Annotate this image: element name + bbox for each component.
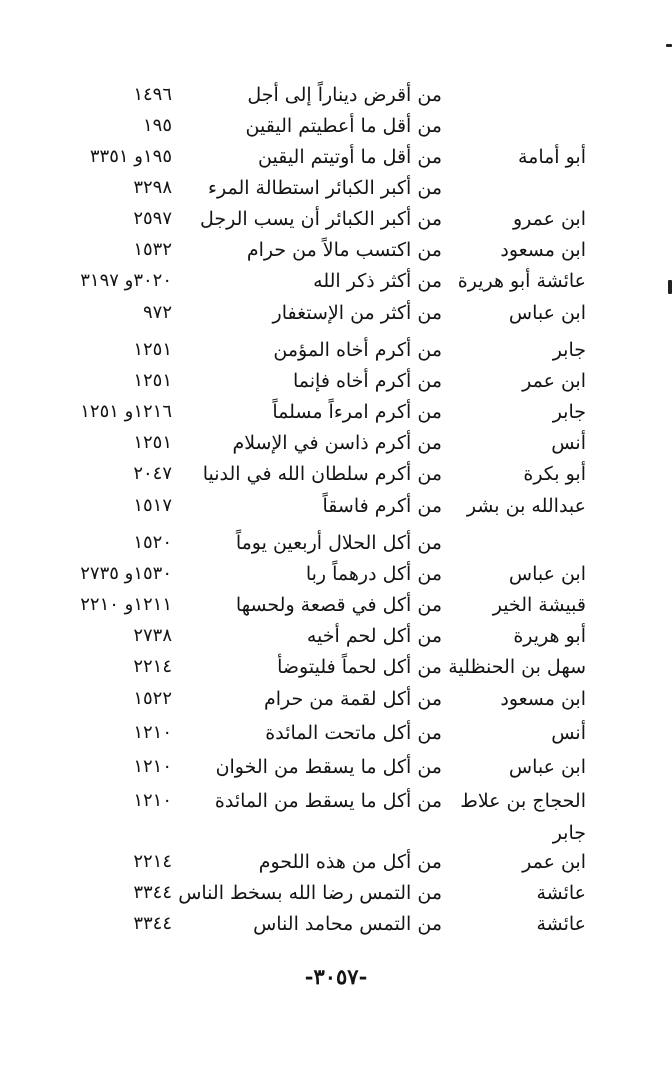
reference-numbers: ٢٢١٤ xyxy=(133,656,172,677)
hadith-opening: من أقل ما أوتيتم اليقين xyxy=(258,146,442,168)
hadith-opening: من أكل الحلال أربعين يوماً xyxy=(235,532,442,554)
index-row xyxy=(0,528,672,558)
reference-numbers: ١٥١٧ xyxy=(133,495,172,516)
narrator-name: الحجاج بن علاط xyxy=(460,790,586,812)
narrator-name: أنس xyxy=(551,432,586,454)
index-row xyxy=(0,397,672,427)
reference-numbers: ١٢٥١ xyxy=(133,339,172,360)
reference-numbers: ١٥٢٠ xyxy=(133,532,172,553)
index-row xyxy=(0,235,672,265)
narrator-name: أبو أمامة xyxy=(517,146,586,168)
hadith-opening: من أكرم أخاه المؤمن xyxy=(273,339,442,361)
reference-numbers: ٢٠٤٧ xyxy=(133,463,172,484)
index-row xyxy=(0,718,672,748)
hadith-opening: من أكل ماتحت المائدة xyxy=(265,722,442,744)
index-row xyxy=(0,684,672,714)
reference-numbers: ١٩٥ xyxy=(142,115,172,136)
reference-numbers: ٣٠٢٠و ٣١٩٧ xyxy=(80,270,172,291)
narrator-name xyxy=(446,111,586,141)
hadith-opening: من اكتسب مالاً من حرام xyxy=(246,239,442,261)
narrator-name: ابن عباس xyxy=(508,563,586,585)
index-row xyxy=(0,621,672,651)
reference-numbers: ١٥٣٠و ٢٧٣٥ xyxy=(80,563,172,584)
narrator-name: عائشة xyxy=(536,882,586,904)
reference-numbers: ١٢٥١ xyxy=(133,432,172,453)
narrator-name: جابر xyxy=(552,822,586,844)
reference-numbers: ٢٧٣٨ xyxy=(133,625,172,646)
index-row xyxy=(0,266,672,296)
index-row xyxy=(0,652,672,682)
index-row xyxy=(0,428,672,458)
hadith-opening: من أكثر من الإستغفار xyxy=(272,302,442,324)
reference-numbers: ١٢١١و ٢٢١٠ xyxy=(80,594,172,615)
hadith-opening: من أكرم فاسقاً xyxy=(322,495,442,517)
reference-numbers: ١٢٥١ xyxy=(133,370,172,391)
reference-numbers: ٣٢٩٨ xyxy=(133,177,172,198)
hadith-opening: من أقل ما أعطيتم اليقين xyxy=(245,115,442,137)
index-row xyxy=(0,366,672,396)
reference-numbers: ١٥٢٢ xyxy=(133,688,172,709)
index-row xyxy=(0,752,672,782)
reference-numbers: ٣٣٤٤ xyxy=(133,882,172,903)
narrator-name xyxy=(446,173,586,203)
index-row xyxy=(0,847,672,877)
narrator-name: ابن مسعود xyxy=(500,688,586,710)
hadith-opening: من أكرم سلطان الله في الدنيا xyxy=(202,463,442,485)
narrator-name: جابر xyxy=(552,401,586,423)
narrator-name: ابن عباس xyxy=(508,302,586,324)
hadith-opening: من أكل ما يسقط من الخوان xyxy=(215,756,442,778)
index-row xyxy=(0,335,672,365)
reference-numbers: ١٢١٠ xyxy=(133,756,172,777)
index-row xyxy=(0,142,672,172)
narrator-name: عبدالله بن بشر xyxy=(466,495,586,517)
reference-numbers: ١٢١٠ xyxy=(133,722,172,743)
reference-numbers: ١٩٥و ٣٣٥١ xyxy=(89,146,172,167)
narrator-name: سهل بن الحنظلية xyxy=(448,656,586,678)
page-edge-mark xyxy=(666,44,672,47)
index-row xyxy=(0,491,672,521)
hadith-opening: من أكبر الكبائر أن يسب الرجل xyxy=(199,208,442,230)
index-row xyxy=(0,590,672,620)
index-row xyxy=(0,204,672,234)
page-number: -٣٠٥٧- xyxy=(304,964,368,989)
reference-numbers: ١٢١٠ xyxy=(133,790,172,811)
reference-numbers: ٢٥٩٧ xyxy=(133,208,172,229)
narrator-name: ابن عمر xyxy=(522,851,586,873)
reference-numbers xyxy=(40,818,172,848)
hadith-opening: من أكل لقمة من حرام xyxy=(264,688,442,710)
narrator-name: ابن مسعود xyxy=(500,239,586,261)
index-row xyxy=(0,173,672,203)
index-row xyxy=(0,909,672,939)
hadith-opening: من أكرم ذاسن في الإسلام xyxy=(232,432,442,454)
reference-numbers: ١٢١٦و ١٢٥١ xyxy=(80,401,172,422)
hadith-opening: من أكبر الكبائر استطالة المرء xyxy=(208,177,442,199)
reference-numbers: ٣٣٤٤ xyxy=(133,913,172,934)
hadith-opening: من أكثر ذكر الله xyxy=(313,270,442,292)
hadith-opening: من أكرم أخاه فإنما xyxy=(292,370,442,392)
narrator-name: ابن عمر xyxy=(522,370,586,392)
index-row xyxy=(0,878,672,908)
narrator-name: أبو بكرة xyxy=(523,463,586,485)
narrator-name: عائشة xyxy=(536,913,586,935)
index-row xyxy=(0,459,672,489)
narrator-name: أبو هريرة xyxy=(513,625,586,647)
reference-numbers: ٩٧٢ xyxy=(142,302,172,323)
hadith-opening: من أكل لحماً فليتوضأ xyxy=(277,656,442,678)
index-row xyxy=(0,818,672,848)
narrator-name xyxy=(446,80,586,110)
narrator-name xyxy=(446,528,586,558)
hadith-opening: من أكل من هذه اللحوم xyxy=(258,851,442,873)
narrator-name: أنس xyxy=(551,722,586,744)
index-row xyxy=(0,80,672,110)
narrator-name: جابر xyxy=(552,339,586,361)
index-row xyxy=(0,559,672,589)
index-row xyxy=(0,298,672,328)
hadith-opening xyxy=(192,818,442,848)
index-row xyxy=(0,111,672,141)
narrator-name: ابن عباس xyxy=(508,756,586,778)
narrator-name: عائشة أبو هريرة xyxy=(457,270,586,292)
hadith-opening: من أكل ما يسقط من المائدة xyxy=(214,790,442,812)
narrator-name: قبيشة الخير xyxy=(492,594,586,616)
hadith-opening: من أكل درهماً ربا xyxy=(305,563,442,585)
hadith-opening: من أقرض ديناراً إلى أجل xyxy=(247,84,442,106)
hadith-opening: من التمس محامد الناس xyxy=(253,913,442,935)
hadith-opening: من التمس رضا الله بسخط الناس xyxy=(178,882,442,904)
hadith-opening: من أكل في قصعة ولحسها xyxy=(235,594,442,616)
hadith-opening: من أكرم امرءاً مسلماً xyxy=(272,401,442,423)
reference-numbers: ١٥٣٢ xyxy=(133,239,172,260)
hadith-opening: من أكل لحم أخيه xyxy=(306,625,442,647)
index-row xyxy=(0,786,672,816)
reference-numbers: ٢٢١٤ xyxy=(133,851,172,872)
narrator-name: ابن عمرو xyxy=(512,208,586,230)
reference-numbers: ١٤٩٦ xyxy=(133,84,172,105)
